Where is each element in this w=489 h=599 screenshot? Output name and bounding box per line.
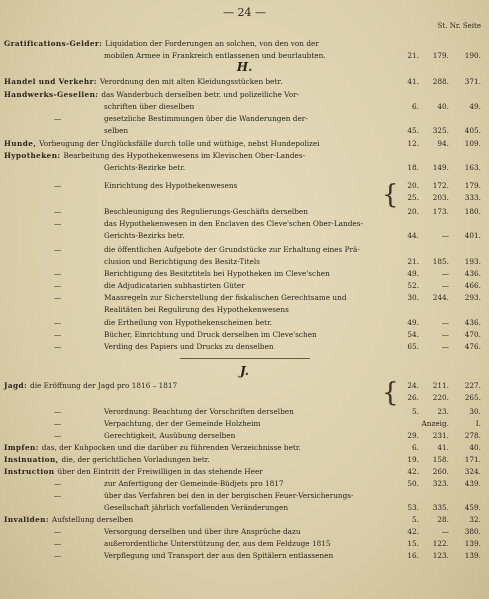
page-ref: 476. [464, 342, 481, 351]
number: 173. [432, 207, 449, 216]
number: 185. [432, 257, 449, 266]
entry-description: über den Eintritt der Freiwilligen in das stehende Heer [57, 467, 263, 476]
entry-description: die, der gerichtlichen Vorladungen betr. [61, 455, 210, 464]
section-heading-j: J. [240, 364, 249, 378]
entry-description: Versorgung derselben und über ihre Ansprüche dazu [104, 527, 301, 536]
row-text [104, 256, 260, 268]
index-row [4, 490, 483, 502]
piece-number: 6. [412, 102, 419, 111]
entry-description: die Adjudicatarien subhastirten Güter [104, 281, 245, 290]
row-text [4, 380, 177, 392]
section-heading-h: H. [236, 60, 253, 74]
number: — [441, 269, 449, 278]
number: 211. [432, 381, 449, 390]
row-text [104, 502, 288, 514]
entry-description: Gesellschaft jährlich vorfallenden Veränderungen [104, 503, 289, 512]
index-row [4, 256, 483, 268]
entry-term: Handwerks-Gesellen: [4, 90, 102, 99]
index-row [4, 442, 483, 454]
row-text [104, 526, 301, 538]
piece-number: 6. [412, 443, 419, 452]
entry-description: Verpachtung, der der Gemeinde Holzheim [104, 419, 261, 428]
number: 40. [437, 102, 449, 111]
number: 260. [432, 467, 449, 476]
entry-description: Verordnung den mit alten Kleidungsstücken betr. [99, 77, 283, 86]
page-ref: 436. [464, 318, 481, 327]
piece-number: 20. [407, 181, 419, 190]
page-ref: 163. [464, 163, 481, 172]
number: — [441, 318, 449, 327]
row-text [104, 304, 289, 316]
entry-description: die Eröffnung der Jagd pro 1816 – 1817 [30, 381, 178, 390]
row-text [104, 478, 284, 490]
row-text [104, 292, 347, 304]
row-text [104, 406, 294, 418]
entry-description: Beschleunigung des Regulierungs-Geschäfts derselben [104, 207, 308, 216]
row-text [4, 89, 299, 101]
index-row [4, 89, 483, 101]
number: 220. [432, 393, 449, 402]
piece-number: 25. [407, 193, 419, 202]
index-row [4, 280, 483, 292]
entry-term: Gratifications-Gelder: [4, 39, 106, 48]
column-header: St. Nr. Seite [437, 22, 481, 30]
page-ref: 139. [464, 539, 481, 548]
page-ref: 459. [464, 503, 481, 512]
entry-description: außerordentliche Unterstützung der, aus dem Feldzuge 1815 [104, 539, 331, 548]
row-text [104, 218, 363, 230]
page-ref: 380. [464, 527, 481, 536]
page-ref: 32. [469, 515, 481, 524]
row-text [104, 101, 194, 113]
number: 94. [437, 139, 449, 148]
entry-description: das Hypothekenwesen in den Enclaven des Cleve'schen Ober-Landes- [104, 219, 363, 228]
index-row [4, 230, 483, 242]
row-text [104, 550, 333, 562]
piece-number: 21. [407, 51, 419, 60]
entry-description: das Wanderbuch derselben betr. und polizeiliche Vor- [101, 90, 300, 99]
number: — [441, 330, 449, 339]
ditto-dash: — [54, 293, 62, 302]
ditto-dash: — [54, 269, 62, 278]
row-text [104, 180, 237, 192]
row-text [104, 50, 326, 62]
entry-description: gesetzliche Bestimmungen über die Wanderungen der- [104, 114, 308, 123]
index-row [4, 514, 483, 526]
index-row [4, 380, 483, 392]
number: Anzeig. [421, 419, 449, 428]
number: 179. [432, 51, 449, 60]
piece-number: 41. [407, 77, 419, 86]
row-text [4, 38, 319, 50]
entry-description: Verordnung: Beachtung der Vorschriften derselben [104, 407, 294, 416]
row-text [4, 76, 282, 88]
piece-number: 65. [407, 342, 419, 351]
page-ref: 436. [464, 269, 481, 278]
page-ref: 324. [464, 467, 481, 476]
entry-term: Insinuation, [4, 455, 62, 464]
piece-number: 30. [407, 293, 419, 302]
page-ref: 405. [464, 126, 481, 135]
ditto-dash: — [54, 245, 62, 254]
page-ref: 109. [464, 139, 481, 148]
bracket-hypothekenwesen: { [382, 180, 399, 210]
index-row [4, 138, 483, 150]
page-ref: 171. [464, 455, 481, 464]
row-text [104, 538, 331, 550]
page-number: — 24 — [223, 6, 266, 19]
page-ref: 139. [464, 551, 481, 560]
index-row [4, 101, 483, 113]
entry-term: Impfen: [4, 443, 42, 452]
index-row [4, 268, 483, 280]
page-ref: 466. [464, 281, 481, 290]
index-row [4, 304, 483, 316]
piece-number: 21. [407, 257, 419, 266]
index-row [4, 162, 483, 174]
piece-number: 15. [407, 539, 419, 548]
entry-term: Instruction [4, 467, 58, 476]
entry-description: clusion und Berichtigung des Besitz-Titels [104, 257, 260, 266]
row-text [104, 244, 360, 256]
ditto-dash: — [54, 330, 62, 339]
index-row [4, 418, 483, 430]
index-row [4, 454, 483, 466]
entry-description: Einrichtung des Hypothekenwesens [104, 181, 238, 190]
index-row [4, 317, 483, 329]
piece-number: 49. [407, 318, 419, 327]
ditto-dash: — [54, 491, 62, 500]
entry-description: Maasregeln zur Sicherstellung der fiskalischen Gerechtsame und [104, 293, 347, 302]
entry-description: Realitäten bei Regulirung des Hypothekenwesens [104, 305, 289, 314]
index-row [4, 406, 483, 418]
entry-description: das, der Kuhpocken und die darüber zu führenden Verzeichnisse betr. [41, 443, 301, 452]
piece-number: 29. [407, 431, 419, 440]
row-text [104, 268, 330, 280]
entry-term: Handel und Verkehr: [4, 77, 100, 86]
entry-description: Verpflegung und Transport der aus den Spitälern entlassenen [104, 551, 334, 560]
piece-number: 44. [407, 231, 419, 240]
number: — [441, 342, 449, 351]
page-ref: 190. [464, 51, 481, 60]
ditto-dash: — [54, 527, 62, 536]
row-text [4, 466, 263, 478]
page-ref: 30. [469, 407, 481, 416]
bracket-jagd: { [382, 378, 399, 408]
row-text [104, 418, 260, 430]
ditto-dash: — [54, 479, 62, 488]
ditto-dash: — [54, 219, 62, 228]
index-row [4, 550, 483, 562]
index-row [4, 125, 483, 137]
piece-number: 12. [407, 139, 419, 148]
row-text [104, 125, 128, 137]
piece-number: 45. [407, 126, 419, 135]
index-row [4, 292, 483, 304]
piece-number: 24. [407, 381, 419, 390]
index-row [4, 180, 483, 192]
entry-description: zur Anfertigung der Gemeinde-Büdjets pro 1817 [104, 479, 284, 488]
page-ref: 371. [464, 77, 481, 86]
index-row [4, 76, 483, 88]
number: 158. [432, 455, 449, 464]
row-text [104, 430, 235, 442]
row-text [104, 341, 274, 353]
ditto-dash: — [54, 419, 62, 428]
index-row [4, 329, 483, 341]
page-ref: 227. [464, 381, 481, 390]
entry-description: Gerechtigkeit, Ausübung derselben [104, 431, 236, 440]
ditto-dash: — [54, 114, 62, 123]
row-text [4, 150, 305, 162]
index-row [4, 526, 483, 538]
index-row [4, 206, 483, 218]
index-row [4, 244, 483, 256]
page-ref: 40. [469, 443, 481, 452]
piece-number: 52. [407, 281, 419, 290]
number: 323. [432, 479, 449, 488]
ditto-dash: — [54, 318, 62, 327]
piece-number: 19. [407, 455, 419, 464]
index-row [4, 38, 483, 50]
entry-term: Hunde, [4, 139, 40, 148]
piece-number: 26. [407, 393, 419, 402]
number: 23. [437, 407, 449, 416]
piece-number: 49. [407, 269, 419, 278]
entry-description: Gerichts-Bezirks betr. [104, 231, 185, 240]
entry-description: Bücher, Einrichtung und Druck derselben im Cleve'schen [104, 330, 317, 339]
entry-description: über das Verfahren bei den in der bergischen Feuer-Versicherungs- [104, 491, 354, 500]
ditto-dash: — [54, 342, 62, 351]
page-ref: 49. [469, 102, 481, 111]
ditto-dash: — [54, 207, 62, 216]
piece-number: 5. [412, 407, 419, 416]
number: 172. [432, 181, 449, 190]
number: — [441, 231, 449, 240]
index-row [4, 113, 483, 125]
piece-number: 18. [407, 163, 419, 172]
piece-number: 42. [407, 467, 419, 476]
entry-description: Bearbeitung des Hypothekenwesens im Klevischen Ober-Landes- [63, 151, 306, 160]
page-ref: 278. [464, 431, 481, 440]
number: — [441, 281, 449, 290]
row-text [104, 280, 245, 292]
number: 244. [432, 293, 449, 302]
row-text [104, 490, 354, 502]
index-row [4, 192, 483, 204]
index-row [4, 430, 483, 442]
index-row [4, 218, 483, 230]
entry-description: Liquidation der Forderungen an solchen, von den von der [105, 39, 319, 48]
ditto-dash: — [54, 431, 62, 440]
entry-description: die Ertheilung von Hypothekenscheinen betr. [104, 318, 273, 327]
page-ref: 439. [464, 479, 481, 488]
row-text [104, 317, 272, 329]
piece-number: 20. [407, 207, 419, 216]
index-row [4, 478, 483, 490]
page-ref: 179. [464, 181, 481, 190]
page-ref: 333. [464, 193, 481, 202]
piece-number: 53. [407, 503, 419, 512]
number: 149. [432, 163, 449, 172]
page-ref: 293. [464, 293, 481, 302]
number: 335. [432, 503, 449, 512]
page-ref: 180. [464, 207, 481, 216]
entry-description: die öffentlichen Aufgebote der Grundstücke zur Erhaltung eines Prä- [104, 245, 360, 254]
page-ref: 401. [464, 231, 481, 240]
entry-description: schriften über dieselben [104, 102, 195, 111]
entry-description: Vorbeugung der Unglücksfälle durch tolle und wüthige, nebst Hundepolizei [39, 139, 320, 148]
number: 288. [432, 77, 449, 86]
number: 122. [432, 539, 449, 548]
row-text [104, 206, 308, 218]
index-row [4, 538, 483, 550]
number: 28. [437, 515, 449, 524]
piece-number: 5. [412, 515, 419, 524]
entry-term: Invaliden: [4, 515, 52, 524]
page-ref: I. [475, 419, 481, 428]
number: 41. [437, 443, 449, 452]
number: — [441, 527, 449, 536]
row-text [104, 162, 185, 174]
index-row [4, 50, 483, 62]
index-row [4, 150, 483, 162]
piece-number: 54. [407, 330, 419, 339]
section-divider [180, 358, 310, 359]
row-text [104, 329, 317, 341]
entry-description: Aufstellung derselben [51, 515, 134, 524]
entry-description: Verding des Papiers und Drucks zu denselben [104, 342, 274, 351]
page-ref: 193. [464, 257, 481, 266]
ditto-dash: — [54, 281, 62, 290]
row-text [4, 454, 210, 466]
row-text [4, 442, 301, 454]
index-row [4, 466, 483, 478]
index-row [4, 341, 483, 353]
piece-number: 50. [407, 479, 419, 488]
entry-description: Berichtigung des Besitztitels bei Hypotheken im Cleve'schen [104, 269, 330, 278]
entry-description: mobilen Armee in Frankreich entlassenen und beurlaubten. [104, 51, 326, 60]
entry-term: Jagd: [4, 381, 31, 390]
row-text [104, 113, 308, 125]
ditto-dash: — [54, 407, 62, 416]
piece-number: 16. [407, 551, 419, 560]
piece-number: 42. [407, 527, 419, 536]
ditto-dash: — [54, 181, 62, 190]
entry-term: Hypotheken: [4, 151, 64, 160]
row-text [104, 230, 185, 242]
number: 203. [432, 193, 449, 202]
index-row [4, 392, 483, 404]
row-text [4, 514, 133, 526]
number: 325. [432, 126, 449, 135]
number: 231. [432, 431, 449, 440]
index-row [4, 502, 483, 514]
ditto-dash: — [54, 539, 62, 548]
page-ref: 265. [464, 393, 481, 402]
entry-description: Gerichts-Bezirke betr. [104, 163, 186, 172]
entry-description: selben [104, 126, 129, 135]
page-ref: 470. [464, 330, 481, 339]
ditto-dash: — [54, 551, 62, 560]
number: 123. [432, 551, 449, 560]
row-text [4, 138, 320, 150]
